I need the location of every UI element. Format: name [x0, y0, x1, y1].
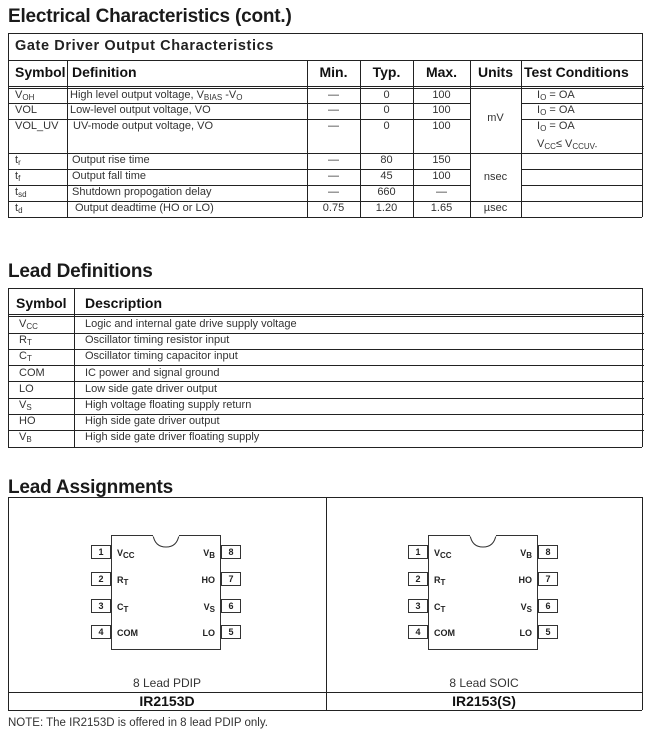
pin-number: 7 [221, 572, 241, 586]
header-symbol: Symbol [15, 64, 66, 80]
row-symbol: VOL [15, 104, 38, 116]
table-border-bottom [8, 217, 642, 218]
row-test-condition [537, 103, 575, 118]
symbol-subscript: S [26, 403, 32, 412]
row-symbol [19, 349, 32, 364]
header-definition: Definition [72, 64, 137, 80]
row-min: — [328, 170, 339, 182]
header-units: Units [478, 64, 513, 80]
header-divider-1 [8, 314, 644, 315]
table-border-top [8, 33, 642, 34]
symbol-subscript: B [26, 435, 32, 444]
table-border-top [8, 288, 642, 289]
symbol-subscript: f [18, 174, 21, 183]
row-symbol: LO [19, 383, 34, 395]
row-max: 100 [432, 120, 451, 132]
row-definition [70, 88, 242, 103]
pin-label: $V_S$ [520, 602, 532, 614]
pin-label: $R_T$ [117, 575, 129, 587]
row-symbol [19, 430, 32, 445]
row-symbol: HO [19, 415, 36, 427]
definition-subscript: BIAS [203, 93, 223, 102]
header-test-conditions: Test Conditions [524, 64, 629, 80]
row-divider [521, 185, 642, 186]
test-subscript: O [540, 93, 547, 102]
section-title-lead-assignments: Lead Assignments [8, 477, 174, 498]
pin-number: 5 [538, 625, 558, 639]
row-min: 0.75 [322, 202, 345, 214]
symbol-subscript: sd [18, 190, 27, 199]
row-typ: 0 [383, 104, 390, 116]
row-typ: 660 [377, 186, 396, 198]
col-divider [521, 60, 522, 217]
pin-number: 8 [538, 545, 558, 559]
row-max: 100 [432, 170, 451, 182]
table-border-right [642, 33, 643, 217]
row-symbol [15, 153, 21, 168]
pin-number: 5 [221, 625, 241, 639]
row-description: High side gate driver output [85, 415, 220, 427]
row-definition: Low-level output voltage, VO [70, 104, 211, 116]
col-divider [74, 288, 75, 447]
test-text: I [537, 120, 541, 132]
symbol-subscript: T [26, 338, 32, 347]
package-label: 8 Lead SOIC [449, 676, 519, 690]
row-description: Logic and internal gate drive supply voltage [85, 318, 297, 330]
symbol-text: C [19, 350, 27, 362]
row-symbol [15, 169, 20, 184]
pin-label: $V_{CC}$ [117, 548, 135, 560]
pin-number: 6 [221, 599, 241, 613]
pin-label: COM [117, 628, 138, 638]
footnote: NOTE: The IR2153D is offered in 8 lead PDIP only. [8, 717, 268, 729]
test-suffix: = OA [546, 120, 575, 132]
part-number: IR2153(S) [452, 693, 516, 709]
row-symbol: VOL_UV [15, 120, 59, 132]
pin-label: COM [434, 628, 455, 638]
pin-label: $V_S$ [203, 602, 215, 614]
package-label: 8 Lead PDIP [132, 676, 202, 690]
pin-number: 1 [408, 545, 428, 559]
symbol-text: V [19, 318, 27, 330]
row-max: 150 [432, 154, 451, 166]
row-min: — [328, 154, 339, 166]
row-typ: 80 [380, 154, 393, 166]
row-symbol [19, 317, 38, 332]
pin-number: 7 [538, 572, 558, 586]
header-symbol: Symbol [16, 295, 67, 311]
pin-number: 4 [408, 625, 428, 639]
row-description: Low side gate driver output [85, 383, 218, 395]
box-border-bottom [8, 710, 642, 711]
row-description: Oscillator timing resistor input [85, 334, 230, 346]
row-max: — [436, 186, 447, 198]
box-border-top [8, 497, 642, 498]
pin-label: HO [201, 575, 215, 585]
header-max: Max. [425, 64, 458, 80]
row-symbol [15, 201, 23, 216]
chip-notch-icon [468, 535, 498, 551]
test-subscript: O [540, 124, 547, 133]
test-suffix: = OA [546, 89, 575, 101]
pin-label: HO [518, 575, 532, 585]
pin-label: $C_T$ [117, 602, 129, 614]
row-symbol [19, 333, 32, 348]
test-subscript: CCUV- [572, 142, 598, 151]
units-mv: mV [487, 112, 504, 124]
section-title-electrical: Electrical Characteristics (cont.) [8, 6, 292, 27]
row-typ: 1.20 [375, 202, 398, 214]
table-border-left [8, 288, 9, 447]
pin-number: 2 [91, 572, 111, 586]
col-divider [67, 60, 68, 217]
symbol-subscript: OH [22, 93, 35, 102]
pin-number: 3 [408, 599, 428, 613]
row-test-condition [537, 119, 575, 134]
symbol-text: t [15, 170, 19, 182]
header-min: Min. [319, 64, 348, 80]
pin-number: 3 [91, 599, 111, 613]
table-subtitle-divider [8, 60, 642, 61]
row-typ: 45 [380, 170, 393, 182]
test-text: I [537, 89, 541, 101]
table-border-bottom [8, 447, 642, 448]
row-description: High voltage floating supply return [85, 399, 252, 411]
header-typ: Typ. [372, 64, 401, 80]
pin-label: $C_T$ [434, 602, 446, 614]
col-divider [470, 60, 471, 217]
row-symbol [15, 185, 27, 200]
units-nsec: nsec [483, 171, 508, 183]
row-min: — [328, 104, 339, 116]
test-subscript: CC [544, 142, 556, 151]
symbol-subscript: d [18, 206, 23, 215]
part-number: IR2153D [139, 693, 195, 709]
box-border-right [642, 497, 643, 710]
section-title-lead-definitions: Lead Definitions [8, 261, 153, 282]
header-divider-1 [8, 86, 644, 87]
test-text: V [537, 138, 545, 150]
row-typ: 0 [383, 120, 390, 132]
row-definition: Shutdown propogation delay [72, 186, 212, 198]
pin-number: 4 [91, 625, 111, 639]
symbol-text: V [15, 89, 23, 101]
symbol-subscript: r [18, 158, 21, 167]
row-description: IC power and signal ground [85, 367, 220, 379]
chip-notch-icon [151, 535, 181, 551]
symbol-text: R [19, 334, 27, 346]
row-max: 100 [432, 104, 451, 116]
row-divider [521, 169, 642, 170]
row-min: — [328, 120, 339, 132]
row-symbol [19, 398, 32, 413]
row-description: Oscillator timing capacitor input [85, 350, 238, 362]
definition-text: High level output voltage, V [70, 89, 204, 101]
test-subscript: O [540, 108, 547, 117]
row-definition: Output deadtime (HO or LO) [75, 202, 214, 214]
pin-label: $R_T$ [434, 575, 446, 587]
row-min: — [328, 186, 339, 198]
row-definition: UV-mode output voltage, VO [73, 120, 214, 132]
row-definition: Output fall time [72, 170, 146, 182]
pin-label: $V_B$ [520, 548, 532, 560]
header-description: Description [85, 295, 163, 311]
row-max: 1.65 [430, 202, 453, 214]
test-mid: ≤ V [555, 138, 573, 150]
row-symbol: COM [19, 367, 45, 379]
row-typ: 0 [383, 89, 390, 101]
test-text: I [537, 104, 541, 116]
row-test-condition [537, 88, 575, 103]
symbol-text: t [15, 202, 19, 214]
symbol-subscript: T [26, 354, 32, 363]
row-units: µsec [483, 202, 508, 214]
pin-number: 8 [221, 545, 241, 559]
symbol-text: V [19, 431, 27, 443]
test-suffix: = OA [546, 104, 575, 116]
pin-label: $V_B$ [203, 548, 215, 560]
row-description: High side gate driver floating supply [85, 431, 260, 443]
row-min: — [328, 89, 339, 101]
symbol-subscript: CC [26, 322, 38, 331]
pin-label: LO [202, 628, 215, 638]
symbol-text: t [15, 186, 19, 198]
row-symbol [15, 88, 34, 103]
pin-number: 6 [538, 599, 558, 613]
definition-suffix: -V [222, 89, 237, 101]
row-test-condition-line2 [537, 137, 597, 152]
pin-label: $V_{CC}$ [434, 548, 452, 560]
pin-number: 2 [408, 572, 428, 586]
table-border-right [642, 288, 643, 447]
row-max: 100 [432, 89, 451, 101]
definition-suffix-subscript: O [236, 93, 243, 102]
symbol-text: V [19, 399, 27, 411]
table-subtitle: Gate Driver Output Characteristics [15, 38, 274, 54]
pin-number: 1 [91, 545, 111, 559]
row-definition: Output rise time [72, 154, 150, 166]
pin-label: LO [519, 628, 532, 638]
symbol-text: t [15, 154, 19, 166]
